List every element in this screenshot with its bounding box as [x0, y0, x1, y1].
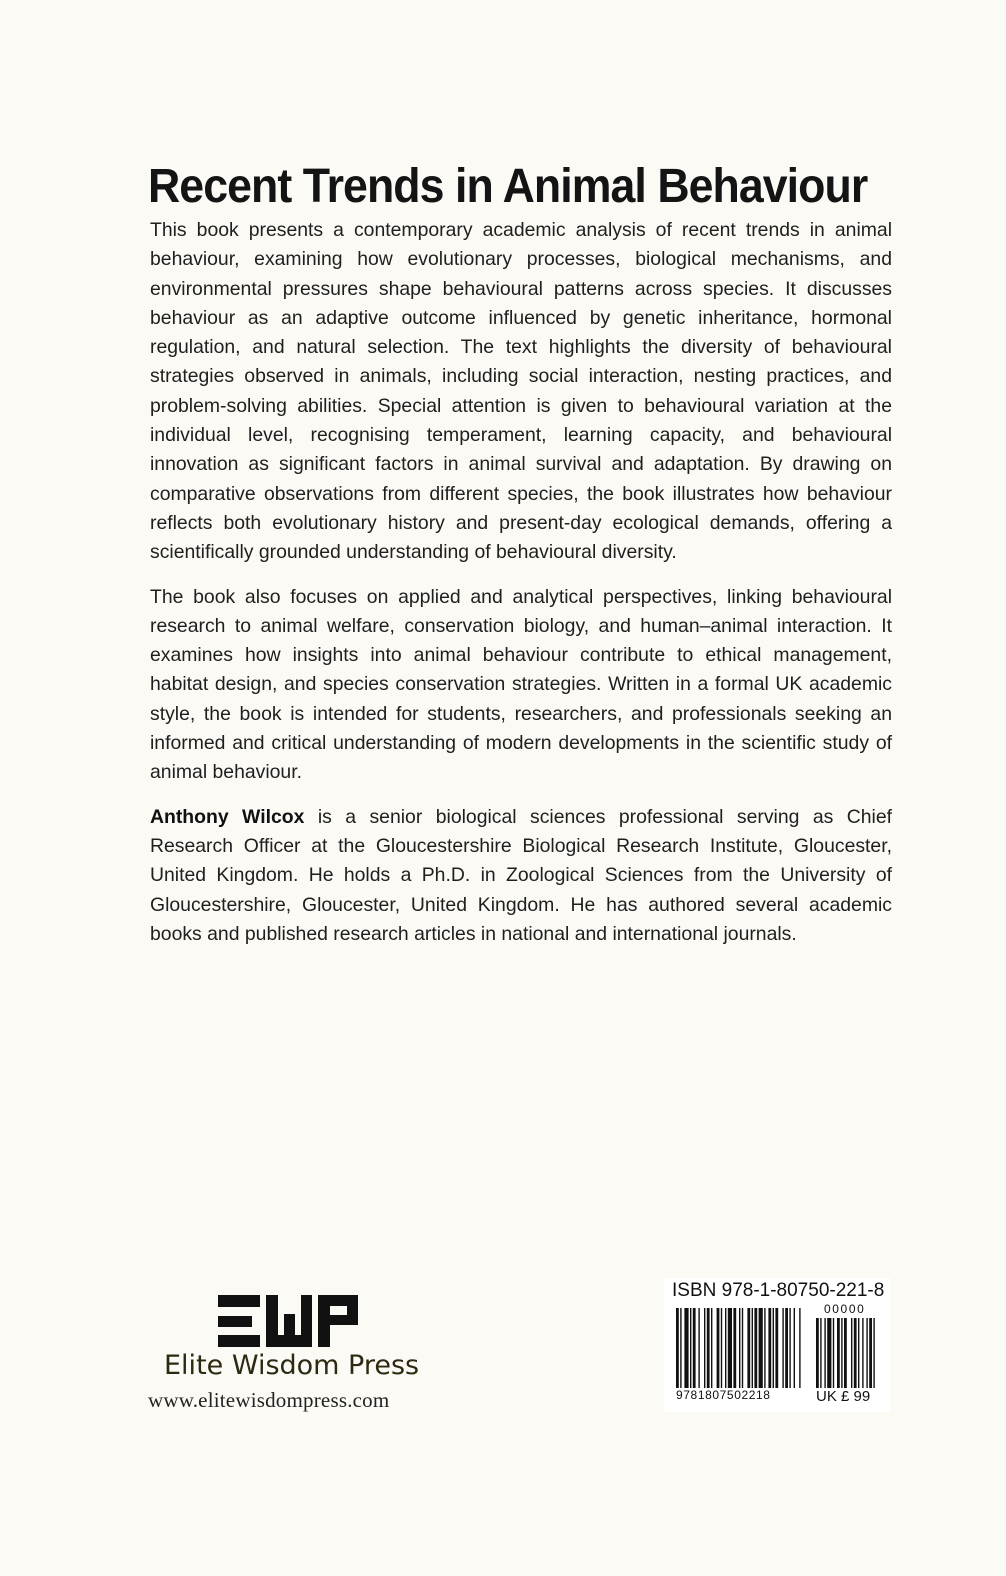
- barcode-bar: [680, 1308, 681, 1388]
- price-label: UK £ 99: [816, 1388, 871, 1405]
- barcode-bar: [676, 1308, 679, 1388]
- barcode-bar: [693, 1308, 696, 1388]
- author-name: Anthony Wilcox: [150, 805, 305, 828]
- author-bio-text: is a senior biological sciences professional serving as Chief Research Officer at the Gloucestershire Biological Research Institute, Gloucester, United Kingdom. He holds a Ph.D. in Zoological Sciences from the University of Gloucestershire, Gloucester, United Kingdom. He has authored several academic books and published research articles in national and international journals.: [150, 805, 892, 945]
- barcode-bar: [794, 1308, 795, 1388]
- barcode-addon-bar: [866, 1318, 867, 1388]
- barcode-addon-bar: [854, 1318, 857, 1388]
- barcode-addon-bar: [833, 1318, 834, 1388]
- barcode-bar: [789, 1308, 790, 1388]
- barcode-bar: [782, 1308, 783, 1388]
- barcode-bar: [775, 1308, 778, 1388]
- barcode-bar: [690, 1308, 691, 1388]
- barcode-bar: [684, 1308, 688, 1388]
- barcode-bar: [752, 1308, 753, 1388]
- barcode-addon-bar: [862, 1318, 863, 1388]
- isbn-barcode: [664, 1278, 890, 1412]
- barcode-bar: [733, 1308, 736, 1388]
- description-paragraph-2: The book also focuses on applied and analytical perspectives, linking behavioural research to animal welfare, conservation biology, and human–animal interaction. It examines how insights into animal behaviour contribute to ethical management, habitat design, and species conservation strategies. Written in a formal UK academic style, the book is intended for students, researchers, and professionals seeking an informed and critical understanding of modern developments in the scientific study of animal behaviour.: [150, 585, 892, 784]
- isbn-number: ISBN 978-1-80750-221-8: [672, 1280, 885, 1301]
- barcode-addon-digits: 00000: [824, 1302, 866, 1316]
- barcode-bar: [764, 1308, 765, 1388]
- barcode-bar: [728, 1308, 732, 1388]
- barcode-bar: [759, 1308, 763, 1388]
- barcode-bar: [725, 1308, 726, 1388]
- barcode-bar: [754, 1308, 757, 1388]
- barcode-addon-bar: [816, 1318, 819, 1388]
- barcode-bar: [711, 1308, 712, 1388]
- barcode-addon-bar: [869, 1318, 872, 1388]
- barcode-addon-bar: [873, 1318, 874, 1388]
- publisher-name: Elite Wisdom Press: [164, 1350, 420, 1381]
- barcode-bar: [773, 1308, 774, 1388]
- barcode-addon-bar: [851, 1318, 852, 1388]
- barcode-bar: [785, 1308, 788, 1388]
- barcode-bar: [739, 1308, 740, 1388]
- barcode-bar: [721, 1308, 722, 1388]
- book-title: Recent Trends in Animal Behaviour: [148, 160, 868, 213]
- barcode-addon-bar: [837, 1318, 840, 1388]
- barcode-digits: 9781807502218: [676, 1388, 771, 1402]
- publisher-logo-mark: [214, 1292, 364, 1350]
- publisher-logo-block: [148, 1292, 448, 1412]
- barcode-addon-bar: [858, 1318, 859, 1388]
- barcode-addon-bar: [824, 1318, 825, 1388]
- barcode-bar: [707, 1308, 710, 1388]
- barcode-bar: [742, 1308, 743, 1388]
- barcode-bar: [799, 1308, 800, 1388]
- book-description: [150, 216, 892, 949]
- barcode-addon-bar: [844, 1318, 847, 1388]
- barcode-bar: [717, 1308, 720, 1388]
- barcode-bar: [698, 1308, 699, 1388]
- barcode-bar: [704, 1308, 705, 1388]
- barcode-bar: [768, 1308, 771, 1388]
- barcode-addon-bar: [827, 1318, 831, 1388]
- barcode-addon-bar: [820, 1318, 821, 1388]
- description-paragraph-1: This book presents a contemporary academic analysis of recent trends in animal behaviour, examining how evolutionary processes, biological mechanisms, and environmental pressures shape behavioural patterns across species. It discusses behaviour as an adaptive outcome influenced by genetic inheritance, hormonal regulation, and natural selection. The text highlights the diversity of behavioural strategies observed in animals, including social interaction, nesting practices, and problem-solving abilities. Special attention is given to behavioural variation at the individual level, recognising temperament, learning capacity, and behavioural innovation as significant factors in animal survival and adaptation. By drawing on comparative observations from different species, the book illustrates how behaviour reflects both evolutionary history and present-day ecological demands, offering a scientifically grounded understanding of behavioural diversity.: [150, 219, 892, 564]
- barcode-addon-bar: [841, 1318, 842, 1388]
- barcode-bar: [747, 1308, 750, 1388]
- author-bio: [150, 803, 892, 949]
- publisher-url: www.elitewisdompress.com: [148, 1388, 390, 1412]
